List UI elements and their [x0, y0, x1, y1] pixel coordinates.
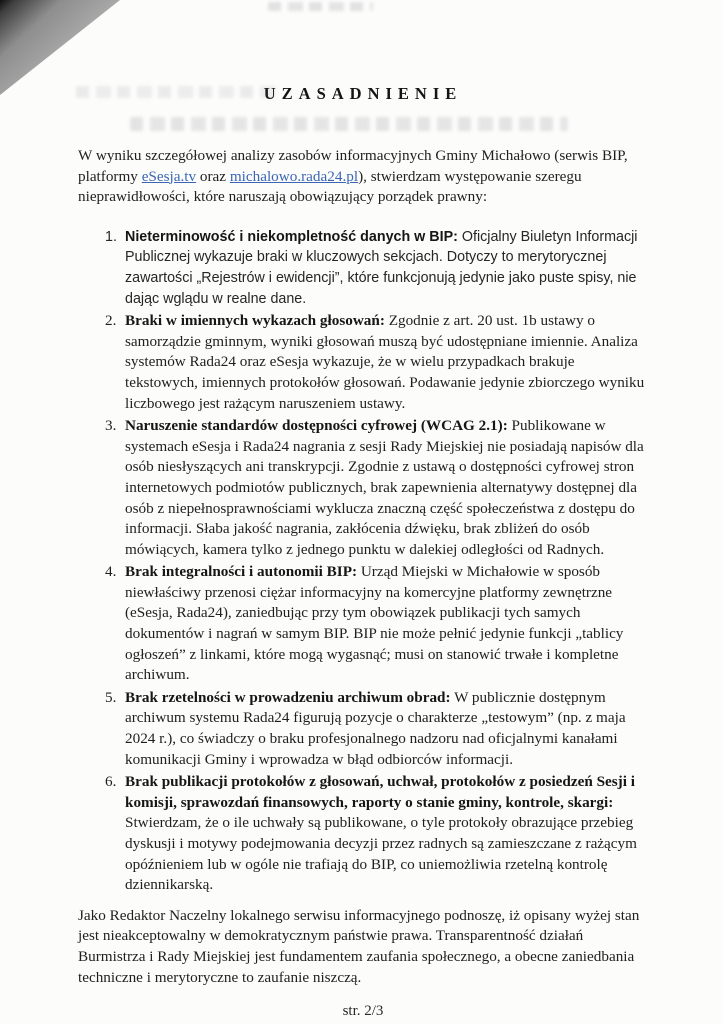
list-item-5-number: 5. — [105, 688, 117, 706]
list-item-4-text — [125, 562, 648, 686]
page-number: str. 2/3 — [342, 1003, 384, 1020]
list-item-3-body: Publikowane w systemach eSesja i Rada24 nagrania z sesji Rady Miejskiej nie posiadają napisów dla osób niesłyszących ani transkrypcji. Zgodnie z ustawą o dostępności cyfrowej stron internetowych podmiotów publicznych, brak zapewnienia alternatywy dostępnej dla osób z niepełnosprawnościami wyklucza znaczną część społeczeństwa z dostępu do informacji. Słaba jakość nagrania, zakłócenia dźwięku, brak zbliżeń do osób mówiących, kamera tylko z jednego punktu w dalekiej odległości od Radnych. — [125, 417, 644, 558]
list-item-4-number: 4. — [105, 563, 117, 581]
list-item-6 — [105, 772, 648, 896]
list-item-4 — [105, 562, 648, 686]
closing-paragraph: Jako Redaktor Naczelny lokalnego serwisu informacyjnego podnoszę, iż opisany wyżej stan jest nieakceptowalny w demokratycznym państwie prawa. Transparentność działań Burmistrza i Rady Miejskiej jest fundamentem zaufania społecznego, a obecne zaniedbania techniczne i merytoryczne to zaufanie niszczą. — [78, 906, 640, 986]
list-item-2-number: 2. — [105, 312, 117, 330]
list-item-1-body: Oficjalny Biuletyn Informacji Publicznej wykazuje braki w kluczowych sekcjach. Dotyczy to merytorycznej zawartości „Rejestrów i ewidencji”, które funkcjonują jedynie jako puste spisy, nie dając wglądu w realne dane. — [125, 228, 638, 307]
list-item-3-text — [125, 416, 648, 560]
list-item-1-text — [125, 227, 648, 309]
list-item-4-lead: Brak integralności i autonomii BIP: — [125, 563, 358, 581]
list-item-3 — [105, 416, 648, 560]
list-item-4-body: Urząd Miejski w Michałowie w sposób niewłaściwy przenosi ciężar informacyjny na komercyjne platformy zewnętrzne (eSesja, Rada24), zaniedbując przy tym obowiązek publikacji tych samych dokumentów i nagrań w samym BIP. BIP nie może pełnić jedynie funkcji „tablicy ogłoszeń” z linkami, które mogą wygasnąć; musi on stanowić trwałe i kompletne archiwum. — [125, 563, 624, 684]
list-item-5-text — [125, 688, 648, 770]
intro-text-2: oraz — [196, 167, 230, 185]
list-item-1-number: 1. — [105, 228, 117, 245]
scan-bleedthrough-artifact — [130, 117, 568, 131]
list-item-2-lead: Braki w imiennych wykazach głosowań: — [125, 312, 385, 330]
esesja-link[interactable]: eSesja.tv — [141, 167, 197, 185]
list-item-6-lead: Brak publikacji protokołów z głosowań, uchwał, protokołów z posiedzeń Sesji i komisji, sprawozdań finansowych, raporty o stanie gminy, kontrole, skargi: — [125, 773, 635, 811]
list-item-3-lead: Naruszenie standardów dostępności cyfrowej (WCAG 2.1): — [125, 417, 508, 435]
list-item-5-lead: Brak rzetelności w prowadzeniu archiwum obrad: — [125, 688, 451, 706]
list-item-2 — [105, 311, 648, 414]
intro-text-1: W wyniku szczegółowej analizy zasobów informacyjnych Gminy Michałowo (serwis BIP, platformy — [78, 147, 628, 185]
list-item-2-text — [125, 311, 648, 414]
intro-paragraph — [78, 146, 646, 208]
rada24-link[interactable]: michalowo.rada24.pl — [229, 167, 359, 185]
violations-list — [105, 227, 648, 896]
list-item-1 — [105, 227, 648, 309]
scan-corner-fold-artifact — [0, 0, 120, 95]
list-item-1-lead: Nieterminowość i niekompletność danych w BIP: — [125, 228, 458, 245]
list-item-6-number: 6. — [105, 773, 117, 791]
scan-bleedthrough-artifact — [268, 2, 373, 11]
intro-text-3: ), stwierdzam występowanie szeregu nieprawidłowości, które naruszają obowiązujący porządek prawny: — [78, 167, 582, 206]
list-item-5-body: W publicznie dostępnym archiwum systemu Rada24 figurują pozycje o charakterze „testowym” (np. z maja 2024 r.), co świadczy o braku profesjonalnego nadzoru nad oficjalnymi kanałami komunikacji Gminy i wprowadza w błąd odbiorców informacji. — [125, 688, 626, 768]
list-item-2-body: Zgodnie z art. 20 ust. 1b ustawy o samorządzie gminnym, wyniki głosowań muszą być udostępniane imiennie. Analiza systemów Rada24 oraz eSesja wykazuje, że w wielu przypadkach brakuje tekstowych, imiennych protokołów głosowań. Podawanie jedynie zbiorczego wyniku liczbowego jest rażącym naruszeniem ustawy. — [125, 312, 645, 412]
list-item-6-text — [125, 772, 648, 896]
list-item-5 — [105, 688, 648, 770]
document-title: UZASADNIENIE — [263, 84, 463, 103]
scan-bleedthrough-artifact — [76, 86, 281, 98]
list-item-6-body: Stwierdzam, że o ile uchwały są publikowane, o tyle protokoły obrazujące przebieg dyskusji i motywy podejmowania decyzji przez radnych są zamieszczane z rażącym opóźnieniem lub w ogóle nie trafiają do BIP, co uniemożliwia rzetelną kontrolę dziennikarską. — [125, 814, 637, 894]
list-item-3-number: 3. — [105, 417, 117, 435]
